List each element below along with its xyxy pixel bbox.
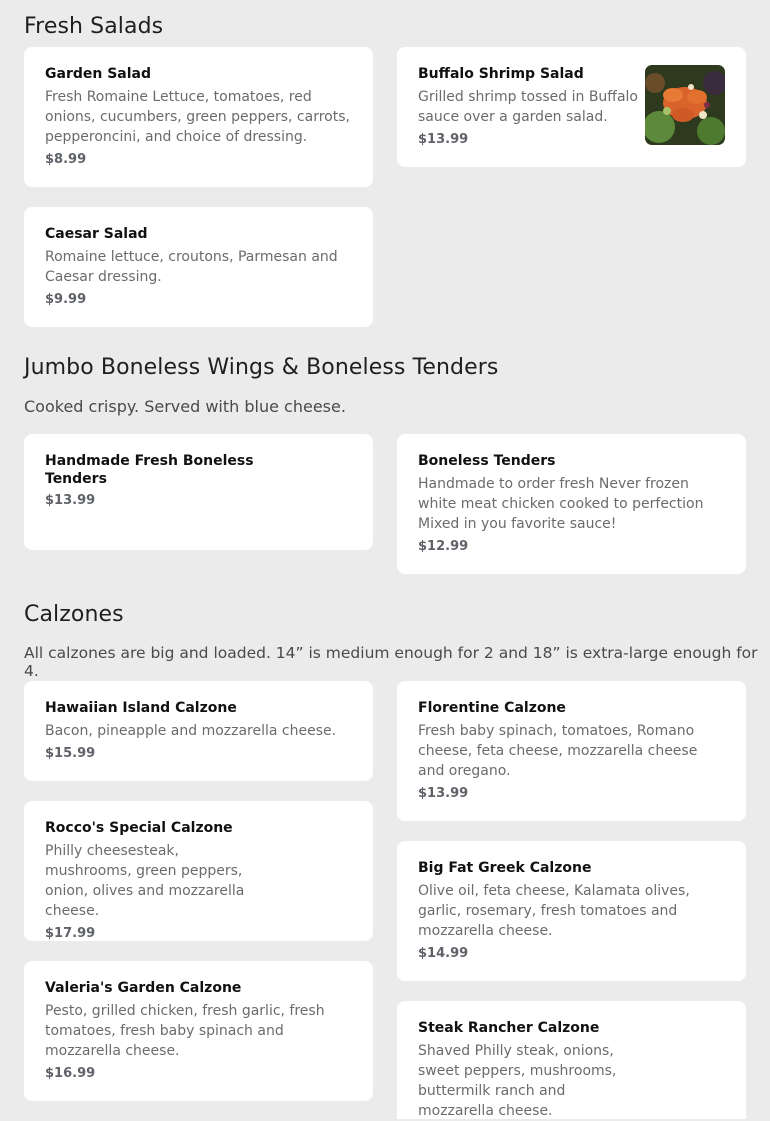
item-name: Valeria's Garden Calzone: [45, 980, 242, 996]
item-name: Garden Salad: [45, 66, 151, 82]
item-name: Hawaiian Island Calzone: [45, 700, 237, 716]
item-name: Steak Rancher Calzone: [418, 1020, 600, 1036]
menu-item-card-caesar-salad[interactable]: [24, 207, 373, 327]
item-description: Pesto, grilled chicken, fresh garlic, fresh tomatoes, fresh baby spinach and mozzarella cheese.: [45, 1003, 325, 1059]
item-price: $13.99: [418, 132, 469, 147]
shrimp-salad-photo: [645, 65, 725, 145]
section-title-salads: Fresh Salads: [24, 14, 164, 39]
item-name: Big Fat Greek Calzone: [418, 860, 592, 876]
item-price: $15.99: [45, 746, 96, 761]
item-description: Fresh Romaine Lettuce, tomatoes, red onions, cucumbers, green peppers, carrots, pepperoncini, and choice of dressing.: [45, 89, 350, 145]
menu-item-card-florentine-calzone[interactable]: [397, 681, 746, 821]
item-price: $13.99: [418, 786, 469, 801]
item-description: Grilled shrimp tossed in Buffalo sauce over a garden salad.: [418, 89, 638, 125]
item-description: Bacon, pineapple and mozzarella cheese.: [45, 723, 337, 739]
item-price: $13.99: [45, 493, 96, 508]
item-name: Caesar Salad: [45, 226, 148, 242]
menu-item-card-boneless-tenders[interactable]: [397, 434, 746, 574]
menu-item-card-big-fat-greek-calzone[interactable]: [397, 841, 746, 981]
item-name: Rocco's Special Calzone: [45, 820, 233, 836]
item-name: Boneless Tenders: [418, 453, 556, 469]
section-title-wings: Jumbo Boneless Wings & Boneless Tenders: [24, 355, 499, 380]
menu-item-card-garden-salad[interactable]: [24, 47, 373, 187]
menu-item-card-roccos-special-calzone[interactable]: [24, 801, 373, 941]
section-description-wings: Cooked crispy. Served with blue cheese.: [24, 397, 346, 416]
item-name: Buffalo Shrimp Salad: [418, 66, 584, 82]
item-description: Shaved Philly steak, onions, sweet peppers, mushrooms, buttermilk ranch and mozzarella cheese.: [418, 1043, 617, 1119]
item-description: Romaine lettuce, croutons, Parmesan and Caesar dressing.: [45, 249, 338, 285]
item-description: Fresh baby spinach, tomatoes, Romano cheese, feta cheese, mozzarella cheese and oregano.: [418, 723, 698, 779]
item-description: Philly cheesesteak, mushrooms, green peppers, onion, olives and mozzarella cheese.: [45, 843, 245, 919]
menu-item-card-valerias-garden-calzone[interactable]: [24, 961, 373, 1101]
menu-item-card-hawaiian-island-calzone[interactable]: [24, 681, 373, 781]
section-title-calzones: Calzones: [24, 602, 124, 627]
menu-item-card-handmade-fresh-boneless-tenders[interactable]: [24, 434, 373, 550]
item-price: $16.99: [45, 1066, 96, 1081]
item-price: $14.99: [418, 946, 469, 961]
item-description: Olive oil, feta cheese, Kalamata olives, garlic, rosemary, fresh tomatoes and mozzarella cheese.: [418, 883, 690, 939]
item-description: Handmade to order fresh Never frozen white meat chicken cooked to perfection Mixed in you favorite sauce!: [418, 476, 704, 532]
section-description-calzones: All calzones are big and loaded. 14” is medium enough for 2 and 18” is extra-large enough for 4.: [24, 644, 758, 680]
item-price: $9.99: [45, 292, 87, 307]
menu-item-card-steak-rancher-calzone[interactable]: [397, 1001, 746, 1119]
item-name: Handmade Fresh Boneless Tenders: [45, 453, 254, 487]
menu-item-card-buffalo-shrimp-salad[interactable]: [397, 47, 746, 167]
item-price: $8.99: [45, 152, 87, 167]
item-name: Florentine Calzone: [418, 700, 566, 716]
item-price: $17.99: [45, 926, 96, 941]
item-price: $12.99: [418, 539, 469, 554]
